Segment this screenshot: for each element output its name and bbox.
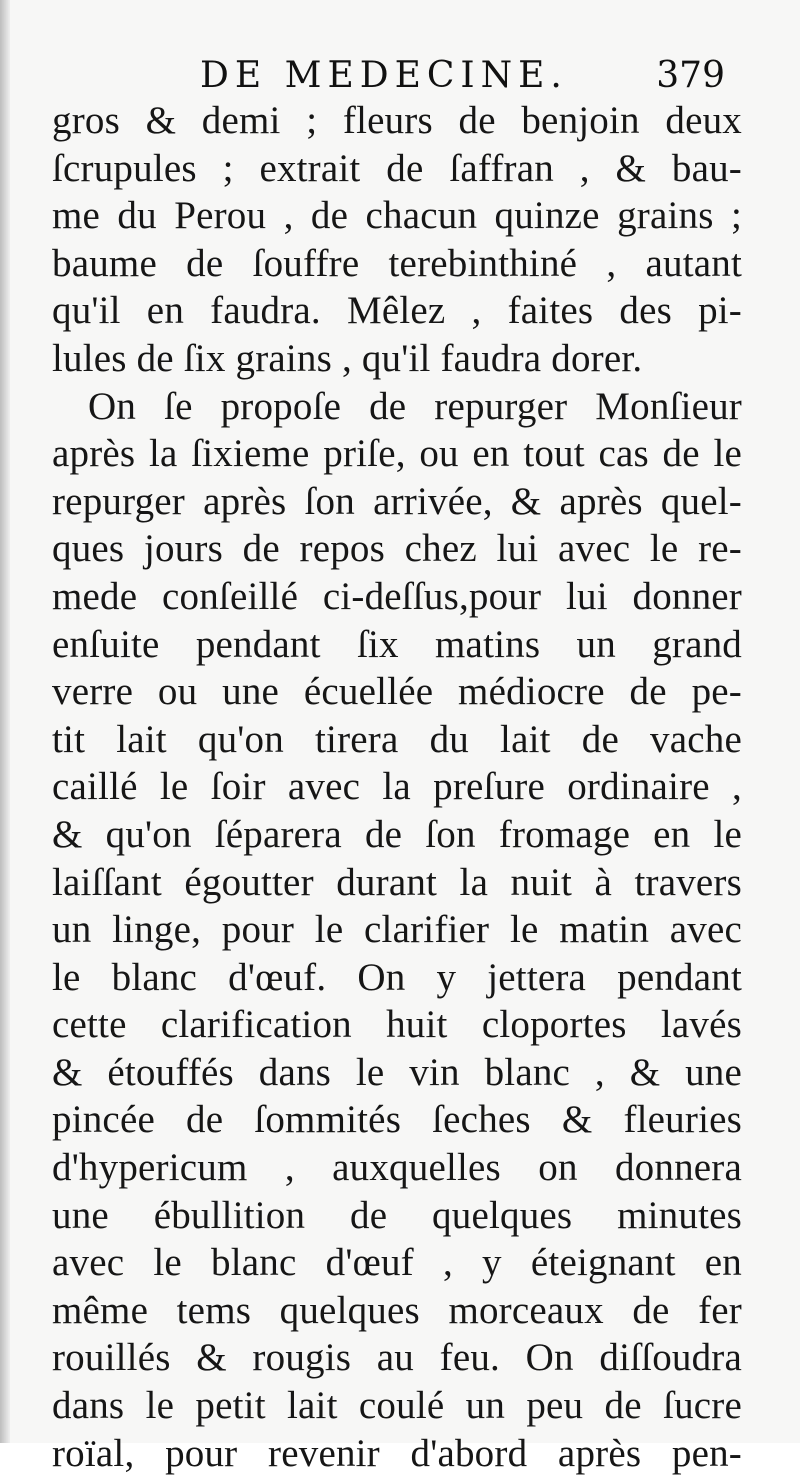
text-line: pincée de ſommités ſeches & fleuries	[52, 1098, 742, 1142]
text-line: verre ou une écuellée médiocre de pe-	[52, 670, 742, 714]
text-line: baume de ſouffre terebinthiné , autant	[52, 241, 742, 285]
text-line: gros & demi ; fleurs de benjoin deux	[52, 99, 742, 142]
text-line: & étouffés dans le vin blanc , & une	[52, 1050, 742, 1094]
text-line: un linge, pour le clarifier le matin avec	[52, 908, 742, 952]
text-line: repurger après ſon arrivée, & après quel-	[52, 479, 742, 523]
text-line: laiſſant égoutter durant la nuit à travers	[52, 860, 742, 904]
text-line: ſcrupules ; extrait de ſaffran , & bau-	[52, 146, 742, 190]
text-line: une ébullition de quelques minutes	[52, 1193, 742, 1237]
text-line: On ſe propoſe de repurger Monſieur	[88, 384, 742, 428]
text-line: caillé le ſoir avec la preſure ordinaire ,	[52, 765, 742, 809]
text-line: cette clarification huit cloportes lavés	[52, 1003, 742, 1047]
text-line: enſuite pendant ſix matins un grand	[52, 622, 742, 666]
text-line: le blanc d'œuf. On y jettera pendant	[52, 955, 742, 999]
text-line: me du Perou , de chacun quinze grains ;	[52, 194, 742, 238]
page-number: 379	[656, 55, 725, 96]
text-line: roïal, pour revenir d'abord après pen-	[52, 1431, 742, 1475]
text-line: qu'il en faudra. Mêlez , faites des pi-	[52, 289, 742, 333]
text-line: lules de ſix grains , qu'il faudra dorer.	[52, 336, 643, 380]
text-line: dans le petit lait coulé un peu de ſucre	[52, 1384, 742, 1428]
text-line: d'hypericum , auxquelles on donnera	[52, 1146, 742, 1190]
text-line: après la ſixieme priſe, ou en tout cas de le	[52, 432, 742, 476]
text-line: même tems quelques morceaux de fer	[52, 1288, 742, 1332]
text-line: tit lait qu'on tirera du lait de vache	[52, 717, 742, 761]
text-line: rouillés & rougis au feu. On diſſoudra	[52, 1336, 742, 1380]
text-line: & qu'on ſéparera de ſon fromage en le	[52, 812, 742, 856]
running-title: DE MEDECINE.	[200, 55, 568, 96]
body-text	[52, 97, 742, 1477]
text-line: avec le blanc d'œuf , y éteignant en	[52, 1241, 742, 1285]
running-head	[55, 52, 725, 100]
text-line: ques jours de repos chez lui avec le re-	[52, 527, 742, 571]
text-line: mede conſeillé ci-deſſus,pour lui donner	[52, 574, 742, 618]
